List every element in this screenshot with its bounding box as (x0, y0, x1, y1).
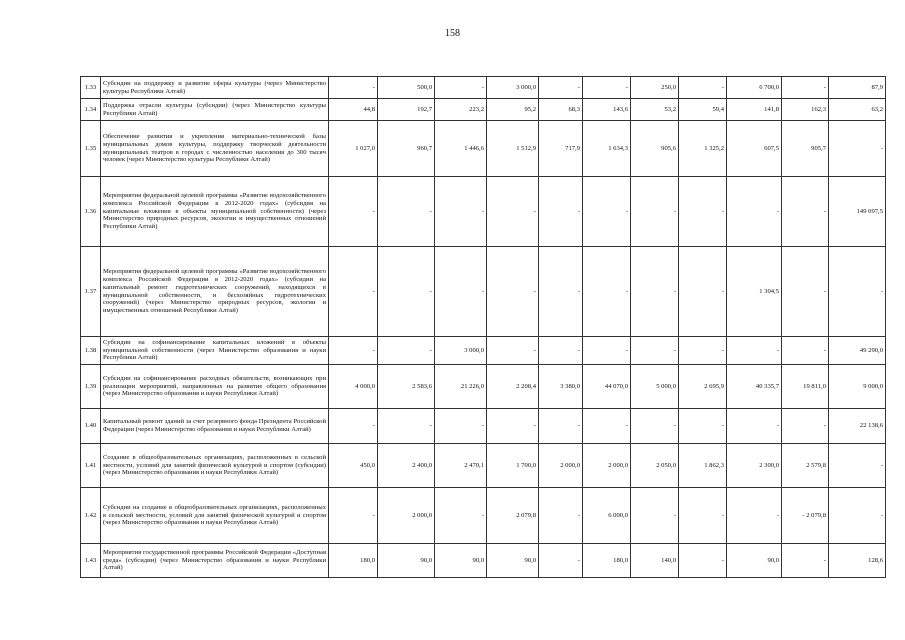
value-cell: - (631, 177, 679, 247)
row-number: 1.42 (81, 488, 101, 544)
table-row (81, 409, 886, 444)
value-cell: - (679, 488, 727, 544)
row-number: 1.35 (81, 121, 101, 177)
value-cell: 223,2 (435, 99, 487, 121)
value-cell: - (329, 409, 378, 444)
row-description: Создание в общеобразовательных организациях, расположенных в сельской местности, условий для занятий физической культурой и спортом (субсидии) (через Министерство образования и науки Республики Алтай) (101, 444, 329, 488)
value-cell: - (782, 177, 829, 247)
value-cell: - (583, 409, 631, 444)
row-number: 1.34 (81, 99, 101, 121)
value-cell: - (583, 247, 631, 337)
value-cell: - (727, 177, 782, 247)
value-cell: 717,9 (539, 121, 583, 177)
value-cell: - (435, 177, 487, 247)
value-cell: 1 446,6 (435, 121, 487, 177)
value-cell: 2 000,0 (378, 488, 435, 544)
value-cell: 250,0 (631, 77, 679, 99)
value-cell: 87,9 (829, 77, 886, 99)
value-cell: - (782, 337, 829, 365)
value-cell: 450,0 (329, 444, 378, 488)
value-cell: - (679, 544, 727, 578)
value-cell: - (487, 177, 539, 247)
value-cell: - (539, 337, 583, 365)
value-cell: 63,2 (829, 99, 886, 121)
value-cell: 1 304,5 (727, 247, 782, 337)
value-cell: 2 579,8 (782, 444, 829, 488)
value-cell: 44,8 (329, 99, 378, 121)
value-cell: 2 695,9 (679, 365, 727, 409)
row-description: Субсидии на создание в общеобразовательных организациях, расположенных в сельской местности, условий для занятий физической культурой и спортом (через Министерство образования и науки Республики Алтай) (101, 488, 329, 544)
value-cell: - (435, 488, 487, 544)
value-cell: 1 862,3 (679, 444, 727, 488)
value-cell: - (829, 121, 886, 177)
value-cell: 44 070,0 (583, 365, 631, 409)
value-cell: - (539, 488, 583, 544)
value-cell: 9 000,0 (829, 365, 886, 409)
value-cell: - (631, 247, 679, 337)
value-cell: - (378, 247, 435, 337)
row-number: 1.40 (81, 409, 101, 444)
value-cell: - (727, 337, 782, 365)
value-cell: - (631, 337, 679, 365)
value-cell: 2 079,8 (487, 488, 539, 544)
table-row (81, 544, 886, 578)
value-cell: - (727, 409, 782, 444)
value-cell: 21 226,0 (435, 365, 487, 409)
table-row (81, 337, 886, 365)
value-cell: - (583, 77, 631, 99)
table-row (81, 444, 886, 488)
table-row (81, 121, 886, 177)
value-cell: - (782, 544, 829, 578)
value-cell: 905,6 (631, 121, 679, 177)
value-cell: 2 050,0 (631, 444, 679, 488)
row-description: Мероприятия федеральной целевой программы «Развитие водохозяйственного комплекса Российской Федерации в 2012-2020 годах» (субсидия на капитальные вложения в объекты муниципальной собственности) (через Министерство природных ресурсов, экологии и имущественных отношений Республики Алтай) (101, 177, 329, 247)
value-cell: - (679, 77, 727, 99)
row-number: 1.38 (81, 337, 101, 365)
table-row (81, 177, 886, 247)
value-cell: - (829, 488, 886, 544)
value-cell: 500,0 (378, 77, 435, 99)
value-cell: - (539, 177, 583, 247)
value-cell: 960,7 (378, 121, 435, 177)
value-cell: - (782, 77, 829, 99)
value-cell: 149 097,5 (829, 177, 886, 247)
value-cell: 22 138,6 (829, 409, 886, 444)
value-cell: - (487, 337, 539, 365)
value-cell: 6 000,0 (583, 488, 631, 544)
value-cell: 3 000,0 (487, 77, 539, 99)
value-cell: - (329, 77, 378, 99)
value-cell: - (487, 247, 539, 337)
row-number: 1.41 (81, 444, 101, 488)
value-cell: - (539, 77, 583, 99)
value-cell: 162,3 (782, 99, 829, 121)
value-cell: 180,0 (583, 544, 631, 578)
value-cell: - (679, 247, 727, 337)
value-cell: - (727, 488, 782, 544)
value-cell: 1 700,0 (487, 444, 539, 488)
value-cell: 192,7 (378, 99, 435, 121)
value-cell: 90,0 (487, 544, 539, 578)
row-number: 1.39 (81, 365, 101, 409)
value-cell: 68,3 (539, 99, 583, 121)
value-cell: - (631, 409, 679, 444)
value-cell: 90,0 (378, 544, 435, 578)
row-description: Мероприятия федеральной целевой программы «Развитие водохозяйственного комплекса Российской Федерации в 2012-2020 годах» (субсидии на капитальный ремонт гидротехнических сооружений, находящихся в муниципальной собственности, и бесхозяйных гидротехнических сооружений) (через Министерство природных ресурсов, экологии и имущественных отношений Республики Алтай) (101, 247, 329, 337)
value-cell: - (539, 409, 583, 444)
value-cell: 2 470,1 (435, 444, 487, 488)
value-cell: 2 400,0 (378, 444, 435, 488)
page-number: 158 (445, 28, 460, 39)
value-cell: - (539, 544, 583, 578)
value-cell: - (679, 409, 727, 444)
value-cell: - (435, 409, 487, 444)
value-cell: - (539, 247, 583, 337)
value-cell: - (487, 409, 539, 444)
row-description: Обеспечение развития и укрепления материально-технической базы муниципальных домов культуры, поддержку творческой деятельности муниципальных театров в городах с численностью населения до 300 тысяч человек (через Министерство культуры Республики Алтай) (101, 121, 329, 177)
value-cell: 59,4 (679, 99, 727, 121)
value-cell: 49 290,0 (829, 337, 886, 365)
row-number: 1.33 (81, 77, 101, 99)
value-cell: - (679, 177, 727, 247)
value-cell: 3 000,0 (435, 337, 487, 365)
value-cell: 140,0 (631, 544, 679, 578)
value-cell: - (583, 337, 631, 365)
row-description: Субсидии на поддержку и развитие сферы культуры (через Министерство культуры Республики Алтай) (101, 77, 329, 99)
value-cell: - (329, 247, 378, 337)
table-row (81, 77, 886, 99)
value-cell: 1 634,3 (583, 121, 631, 177)
value-cell: 2 000,0 (583, 444, 631, 488)
value-cell: - (679, 337, 727, 365)
value-cell: 2 208,4 (487, 365, 539, 409)
value-cell: 2 000,0 (539, 444, 583, 488)
value-cell: 90,0 (435, 544, 487, 578)
value-cell: - (329, 337, 378, 365)
row-description: Субсидии на софинансирование капитальных вложений в объекты муниципальной собственности (через Министерство образования и науки Республики Алтай) (101, 337, 329, 365)
row-number: 1.37 (81, 247, 101, 337)
table-row (81, 365, 886, 409)
value-cell: - 2 079,8 (782, 488, 829, 544)
value-cell: 143,6 (583, 99, 631, 121)
value-cell: 607,5 (727, 121, 782, 177)
value-cell: 95,2 (487, 99, 539, 121)
table-row (81, 99, 886, 121)
table-row (81, 247, 886, 337)
value-cell: - (631, 488, 679, 544)
value-cell: - (435, 247, 487, 337)
value-cell: - (435, 77, 487, 99)
value-cell: 905,7 (782, 121, 829, 177)
value-cell: 2 300,0 (727, 444, 782, 488)
table-body (81, 77, 886, 578)
value-cell: - (583, 177, 631, 247)
value-cell: 1 325,2 (679, 121, 727, 177)
value-cell: 3 380,0 (539, 365, 583, 409)
row-description: Субсидии на софинансирование расходных обязательств, возникающих при реализации мероприятий, направленных на развитие общего образования (через Министерство образования и науки Республики Алтай) (101, 365, 329, 409)
value-cell: 128,6 (829, 544, 886, 578)
value-cell: 5 000,0 (631, 365, 679, 409)
value-cell: - (829, 444, 886, 488)
value-cell: 6 700,0 (727, 77, 782, 99)
row-description: Поддержка отрасли культуры (субсидии) (через Министерство культуры Республики Алтай) (101, 99, 329, 121)
value-cell: 2 583,6 (378, 365, 435, 409)
row-number: 1.36 (81, 177, 101, 247)
budget-table (80, 76, 886, 578)
row-description: Капитальный ремонт зданий за счет резервного фонда Президента Российской Федерации (через Министерство образования и науки Республики Алтай) (101, 409, 329, 444)
value-cell: 90,0 (727, 544, 782, 578)
row-number: 1.43 (81, 544, 101, 578)
value-cell: - (329, 488, 378, 544)
value-cell: 40 335,7 (727, 365, 782, 409)
value-cell: 141,8 (727, 99, 782, 121)
value-cell: 1 512,9 (487, 121, 539, 177)
value-cell: 4 000,0 (329, 365, 378, 409)
value-cell: - (829, 247, 886, 337)
value-cell: - (378, 409, 435, 444)
value-cell: - (782, 247, 829, 337)
value-cell: 19 811,0 (782, 365, 829, 409)
value-cell: 1 027,0 (329, 121, 378, 177)
table-row (81, 488, 886, 544)
row-description: Мероприятия государственной программы Российской Федерации «Доступная среда» (субсидии) (через Министерство образования и науки Республики Алтай) (101, 544, 329, 578)
value-cell: - (378, 177, 435, 247)
value-cell: 53,2 (631, 99, 679, 121)
value-cell: 180,0 (329, 544, 378, 578)
value-cell: - (782, 409, 829, 444)
value-cell: - (378, 337, 435, 365)
value-cell: - (329, 177, 378, 247)
